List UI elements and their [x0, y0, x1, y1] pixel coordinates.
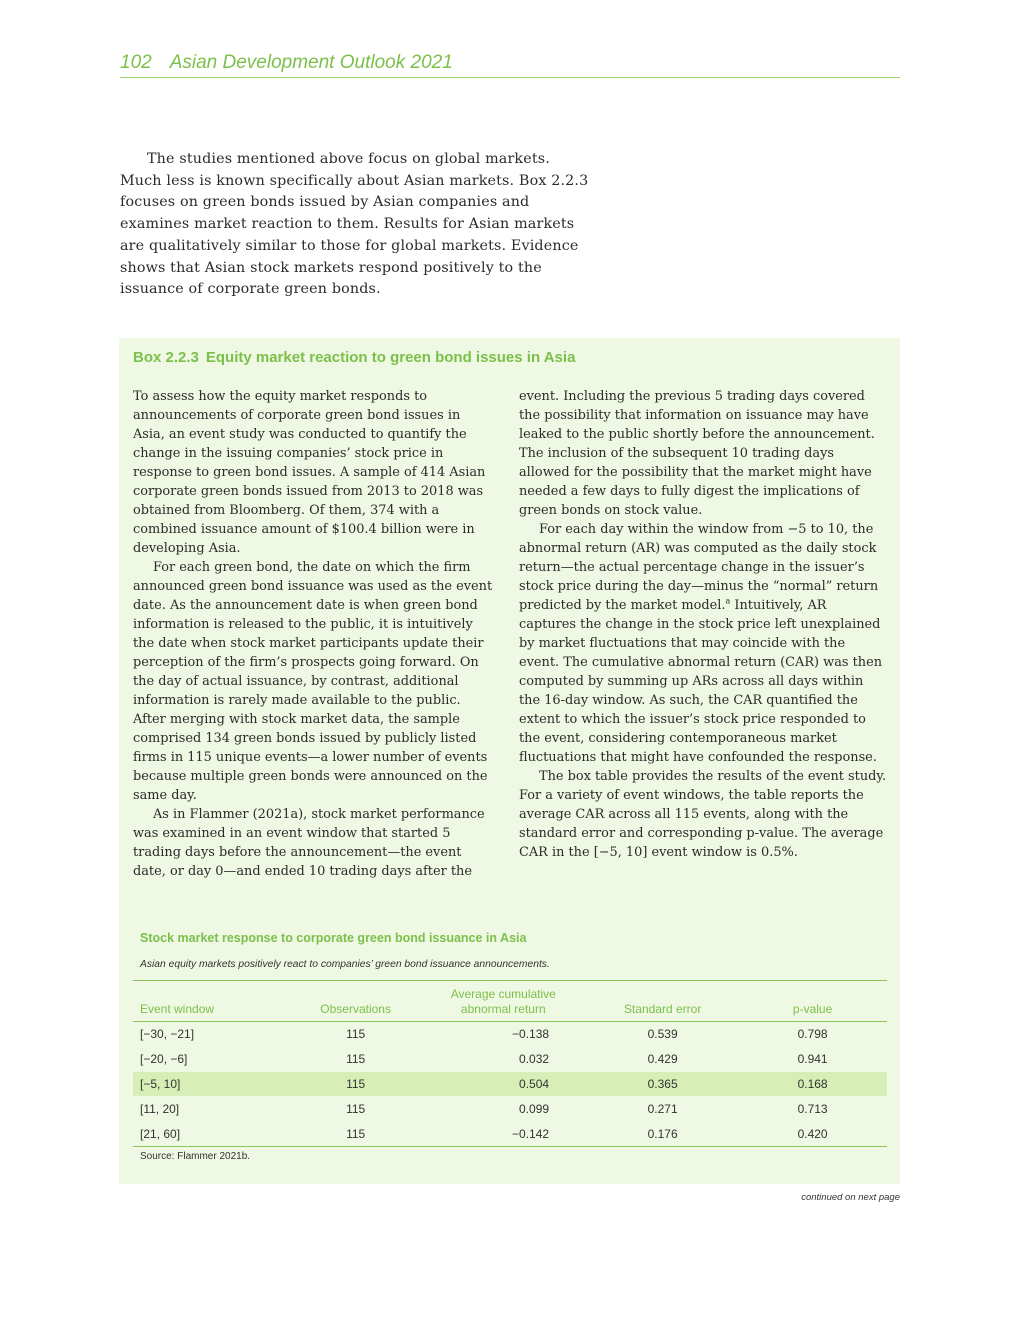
box-paragraph: As in Flammer (2021a), stock market performance was examined in an event window that started 5 trading days before the announcement—the event date, or day 0—and ended 10 trading days after the — [133, 807, 485, 879]
cell-average-car: −0.138 — [512, 1027, 550, 1042]
intro-text: The studies mentioned above focus on global markets. Much less is known specifically about Asian markets. Box 2.2.3 focuses on green bonds issued by Asian companies and examines market reaction to them. Results for Asian markets are qualitatively similar to those for global markets. Evidence shows that Asian stock markets respond positively to the issuance of corporate green bonds. — [120, 151, 589, 298]
box-left-column — [133, 387, 495, 881]
table-row-highlighted — [133, 1072, 887, 1097]
box-number: Box 2.2.3 — [133, 349, 199, 366]
intro-paragraph — [120, 149, 590, 301]
page-number: 102 — [120, 52, 152, 73]
cell-event-window: [−5, 10] — [133, 1072, 292, 1097]
results-table — [133, 980, 887, 1147]
cell-event-window: [11, 20] — [140, 1101, 180, 1116]
cell-event-window: [−20, −6] — [140, 1052, 188, 1067]
cell-observations: 115 — [292, 1072, 420, 1097]
cell-p-value: 0.713 — [797, 1101, 828, 1116]
header-standard-error: Standard error — [623, 1002, 702, 1016]
table-container — [133, 980, 887, 1147]
cell-standard-error: 0.176 — [647, 1126, 678, 1141]
cell-event-window: [21, 60] — [140, 1126, 181, 1141]
box-paragraph: To assess how the equity market responds to announcements of corporate green bond issues in Asia, an event study was conducted to quantify the change in the issuing companies’ stock price in response to green bond issues. A sample of 414 Asian corporate green bonds issued from 2013 to 2018 was obtained from Bloomberg. Of them, 374 with a combined issuance amount of $100.4 billion were in developing Asia. — [133, 389, 486, 556]
publication-title: Asian Development Outlook 2021 — [169, 52, 453, 73]
cell-event-window: [−30, −21] — [140, 1027, 195, 1042]
table-subtitle: Asian equity markets positively react to companies’ green bond issuance announcements. — [140, 959, 550, 970]
cell-average-car: −0.142 — [512, 1126, 550, 1141]
footnote-marker: a — [725, 596, 731, 606]
box-right-column — [519, 387, 887, 862]
cell-observations: 115 — [346, 1101, 366, 1116]
cell-standard-error: 0.365 — [587, 1072, 738, 1097]
header-car-line2: abnormal return — [460, 1002, 546, 1016]
cell-average-car: 0.504 — [420, 1072, 588, 1097]
cell-standard-error: 0.539 — [647, 1027, 678, 1042]
cell-standard-error: 0.271 — [647, 1101, 678, 1116]
cell-observations: 115 — [346, 1027, 366, 1042]
box-paragraph-with-note — [519, 520, 887, 767]
box-title-text: Equity market reaction to green bond issues in Asia — [205, 349, 576, 366]
cell-p-value: 0.941 — [797, 1052, 828, 1067]
box-paragraph: The box table provides the results of the event study. For a variety of event windows, the table reports the average CAR across all 115 events, along with the standard error and corresponding p-value. The average CAR in the [−5, 10] event window is 0.5%. — [519, 769, 887, 860]
cell-observations: 115 — [346, 1126, 366, 1141]
cell-average-car: 0.032 — [519, 1052, 550, 1067]
running-head — [120, 50, 900, 78]
table-header-row — [133, 981, 887, 1022]
cell-observations: 115 — [346, 1052, 366, 1067]
paragraph-text: Intuitively, AR captures the change in the stock price left unexplained by market fluctuations that may coincide with the event. The cumulative abnormal return (CAR) was then computed by summing up ARs across all days within the 16-day window. As such, the CAR quantified the extent to which the issuer’s stock price responded to the event, considering contemporaneous market fluctuations that might have confounded the response. — [519, 598, 883, 765]
cell-p-value: 0.798 — [797, 1027, 828, 1042]
paragraph-text: For each day within the window from −5 to 10, the abnormal return (AR) was computed as the daily stock return—the actual percentage change in the issuer’s stock price during the day—minus the “normal” return predicted by the market model. — [519, 522, 879, 613]
continued-note: continued on next page — [801, 1192, 900, 1203]
table-row — [133, 1022, 887, 1047]
header-car-line1: Average cumulative — [450, 987, 556, 1001]
cell-p-value: 0.168 — [738, 1072, 887, 1097]
table-row — [133, 1096, 887, 1121]
table-title: Stock market response to corporate green bond issuance in Asia — [140, 931, 527, 945]
table-row — [133, 1047, 887, 1072]
cell-standard-error: 0.429 — [647, 1052, 678, 1067]
table-source-note: Source: Flammer 2021b. — [140, 1151, 251, 1162]
cell-average-car: 0.099 — [519, 1101, 550, 1116]
box-title — [133, 349, 575, 366]
header-p-value: p-value — [792, 1002, 833, 1016]
box-paragraph: For each green bond, the date on which the firm announced green bond issuance was used as the event date. As the announcement date is when green bond information is released to the public, it is intuitively the date when stock market participants update their perception of the firm’s prospects going forward. On the day of actual issuance, by contrast, additional information is rarely made available to the public. After merging with stock market data, the sample comprised 134 green bonds issued by publicly listed firms in 115 unique events—a lower number of events because multiple green bonds were announced on the same day. — [133, 560, 493, 803]
header-observations: Observations — [320, 1002, 391, 1016]
header-average-car — [420, 981, 588, 1022]
table-row — [133, 1121, 887, 1146]
header-event-window: Event window — [140, 1002, 215, 1016]
box-paragraph: event. Including the previous 5 trading days covered the possibility that information on issuance may have leaked to the public shortly before the announcement. The inclusion of the subsequent 10 trading days allowed for the possibility that the market might have needed a few days to fully digest the implications of green bonds on stock value. — [519, 389, 875, 518]
box-2-2-3 — [119, 338, 900, 1184]
cell-p-value: 0.420 — [797, 1126, 828, 1141]
